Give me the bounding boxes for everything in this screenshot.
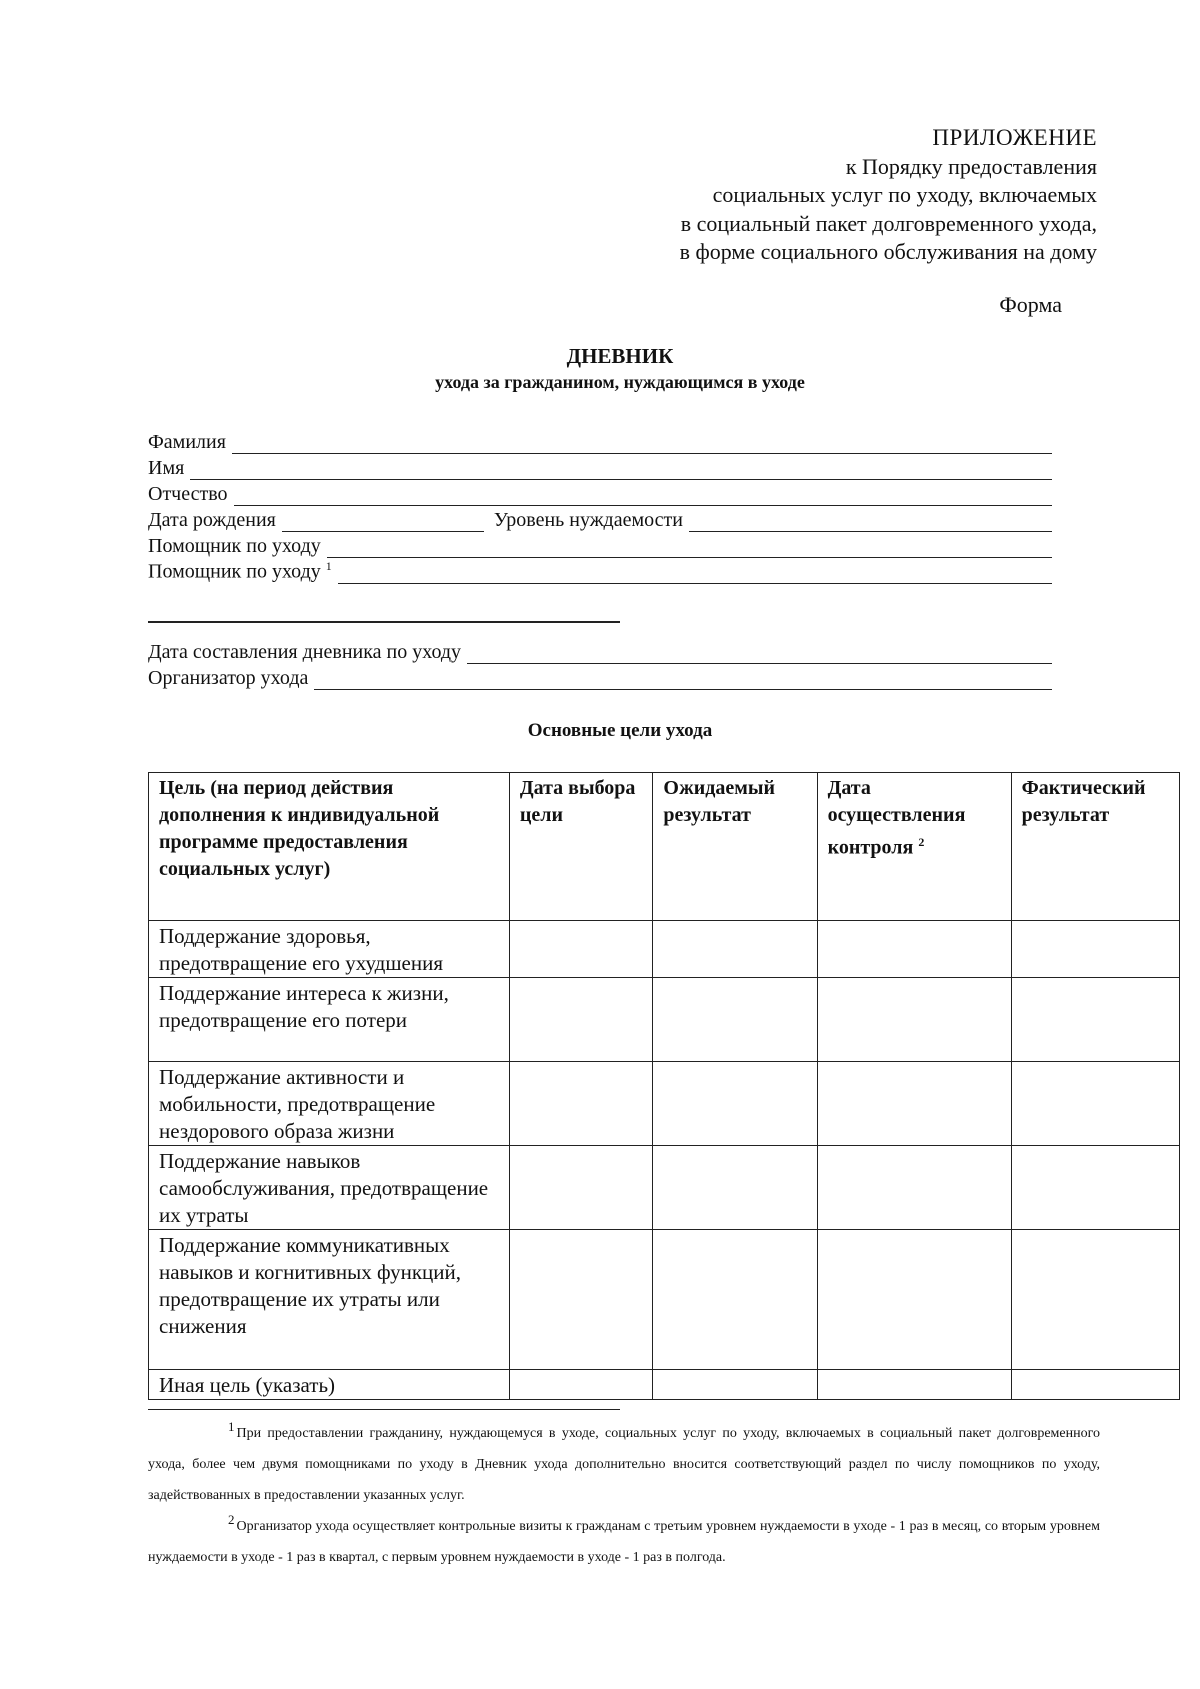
table-row (149, 1230, 1180, 1370)
actual-result-cell[interactable] (1011, 921, 1179, 978)
header-goal: Цель (на период действия дополнения к индивидуальной программе предоставления социальных услуг) (149, 773, 510, 921)
selection-date-cell[interactable] (509, 1146, 653, 1230)
separator-line (148, 621, 620, 623)
assistant-2-label-text: Помощник по уходу (148, 561, 321, 583)
actual-result-cell[interactable] (1011, 1230, 1179, 1370)
name-label: Имя (148, 457, 185, 479)
header-selection-date: Дата выбора цели (509, 773, 653, 921)
selection-date-cell[interactable] (509, 1370, 653, 1400)
expected-result-cell[interactable] (653, 1146, 817, 1230)
header-control-date-text: Дата осуществления контроля (827, 777, 966, 859)
actual-result-cell[interactable] (1011, 1062, 1179, 1146)
patronymic-input-line[interactable] (234, 485, 1052, 506)
actual-result-cell[interactable] (1011, 1370, 1179, 1400)
footnote-2-text: Организатор ухода осуществляет контрольные визиты к гражданам с третьим уровнем нуждаемости в уходе - 1 раз в месяц, со вторым уровнем нуждаемости в уходе - 1 раз в квартал, с первым уровнем нуждаемости в уходе - 1 раз в полгода. (148, 1519, 1100, 1565)
form-label: Форма (999, 292, 1062, 317)
appendix-line-4: в социальный пакет долговременного ухода, (680, 210, 1097, 236)
name-input-line[interactable] (190, 459, 1052, 480)
goals-table (148, 772, 1180, 1400)
need-level-label: Уровень нуждаемости (493, 509, 683, 531)
assistant-label: Помощник по уходу (148, 535, 321, 557)
table-row (149, 1062, 1180, 1146)
organizer-label: Организатор ухода (148, 667, 309, 689)
assistant-2-input-line[interactable] (338, 563, 1052, 584)
footnote-2-mark: 2 (228, 1512, 235, 1528)
table-row (149, 921, 1180, 978)
control-date-cell[interactable] (817, 1062, 1011, 1146)
footnote-ref-2: 2 (918, 835, 925, 849)
table-row (149, 978, 1180, 1062)
footnotes (148, 1418, 1100, 1573)
assistant-field (148, 532, 1052, 558)
selection-date-cell[interactable] (509, 921, 653, 978)
footnote-ref-1: 1 (325, 559, 332, 574)
goal-cell: Поддержание коммуникативных навыков и когнитивных функций, предотвращение их утраты или снижения (149, 1230, 510, 1370)
header-expected-result: Ожидаемый результат (653, 773, 817, 921)
patronymic-label: Отчество (148, 483, 228, 505)
appendix-line-2: к Порядку предоставления (845, 153, 1097, 179)
expected-result-cell[interactable] (653, 1230, 817, 1370)
control-date-cell[interactable] (817, 978, 1011, 1062)
name-field (148, 454, 1052, 480)
organizer-input-line[interactable] (314, 669, 1052, 690)
header-actual-result: Фактический результат (1011, 773, 1179, 921)
table-row (149, 1146, 1180, 1230)
header-control-date (817, 773, 1011, 921)
selection-date-cell[interactable] (509, 1062, 653, 1146)
actual-result-cell[interactable] (1011, 1146, 1179, 1230)
diary-date-field (148, 638, 1052, 664)
appendix-line-5: в форме социального обслуживания на дому (679, 239, 1097, 264)
assistant-input-line[interactable] (327, 537, 1052, 558)
control-date-cell[interactable] (817, 1230, 1011, 1370)
goals-heading: Основные цели ухода (527, 720, 713, 741)
birth-date-input-line[interactable] (282, 511, 484, 532)
diary-date-label: Дата составления дневника по уходу (148, 641, 462, 663)
selection-date-cell[interactable] (509, 1230, 653, 1370)
goal-cell-other: Иная цель (указать) (149, 1370, 510, 1400)
footnote-2 (148, 1511, 1100, 1573)
selection-date-cell[interactable] (509, 978, 653, 1062)
footnote-1-text: При предоставлении гражданину, нуждающемуся в уходе, социальных услуг по уходу, включаемых в социальный пакет долговременного ухода, более чем двумя помощниками по уходу в Дневник ухода дополнительно вносится соответствующий раздел по числу помощников по уходу, задействованных в предоставлении указанных услуг. (148, 1426, 1100, 1503)
control-date-cell[interactable] (817, 1370, 1011, 1400)
goal-cell: Поддержание навыков самообслуживания, предотвращение их утраты (149, 1146, 510, 1230)
expected-result-cell[interactable] (653, 1370, 817, 1400)
expected-result-cell[interactable] (653, 978, 817, 1062)
birth-date-field (148, 506, 1052, 532)
surname-label: Фамилия (148, 431, 226, 453)
actual-result-cell[interactable] (1011, 978, 1179, 1062)
table-header-row (149, 773, 1180, 921)
goal-cell: Поддержание интереса к жизни, предотвращение его потери (149, 978, 510, 1062)
need-level-input-line[interactable] (689, 511, 1052, 532)
surname-input-line[interactable] (232, 433, 1052, 454)
expected-result-cell[interactable] (653, 1062, 817, 1146)
appendix-title: ПРИЛОЖЕНИЕ (932, 125, 1097, 150)
expected-result-cell[interactable] (653, 921, 817, 978)
footnote-1 (148, 1418, 1100, 1511)
assistant-2-field (148, 558, 1052, 584)
appendix-header (497, 124, 1097, 267)
table-row (149, 1370, 1180, 1400)
appendix-line-3: социальных услуг по уходу, включаемых (712, 182, 1097, 207)
surname-field (148, 428, 1052, 454)
goal-cell: Поддержание здоровья, предотвращение его ухудшения (149, 921, 510, 978)
document-title: ДНЕВНИК (566, 344, 674, 368)
birth-date-label: Дата рождения (148, 509, 276, 531)
footnote-separator (148, 1409, 620, 1410)
goal-cell: Поддержание активности и мобильности, предотвращение нездорового образа жизни (149, 1062, 510, 1146)
organizer-field (148, 664, 1052, 690)
control-date-cell[interactable] (817, 1146, 1011, 1230)
control-date-cell[interactable] (817, 921, 1011, 978)
document-subtitle: ухода за гражданином, нуждающимся в уходе (435, 372, 805, 392)
assistant-2-label (148, 559, 332, 584)
footnote-1-mark: 1 (228, 1419, 235, 1435)
diary-date-input-line[interactable] (467, 643, 1052, 664)
patronymic-field (148, 480, 1052, 506)
